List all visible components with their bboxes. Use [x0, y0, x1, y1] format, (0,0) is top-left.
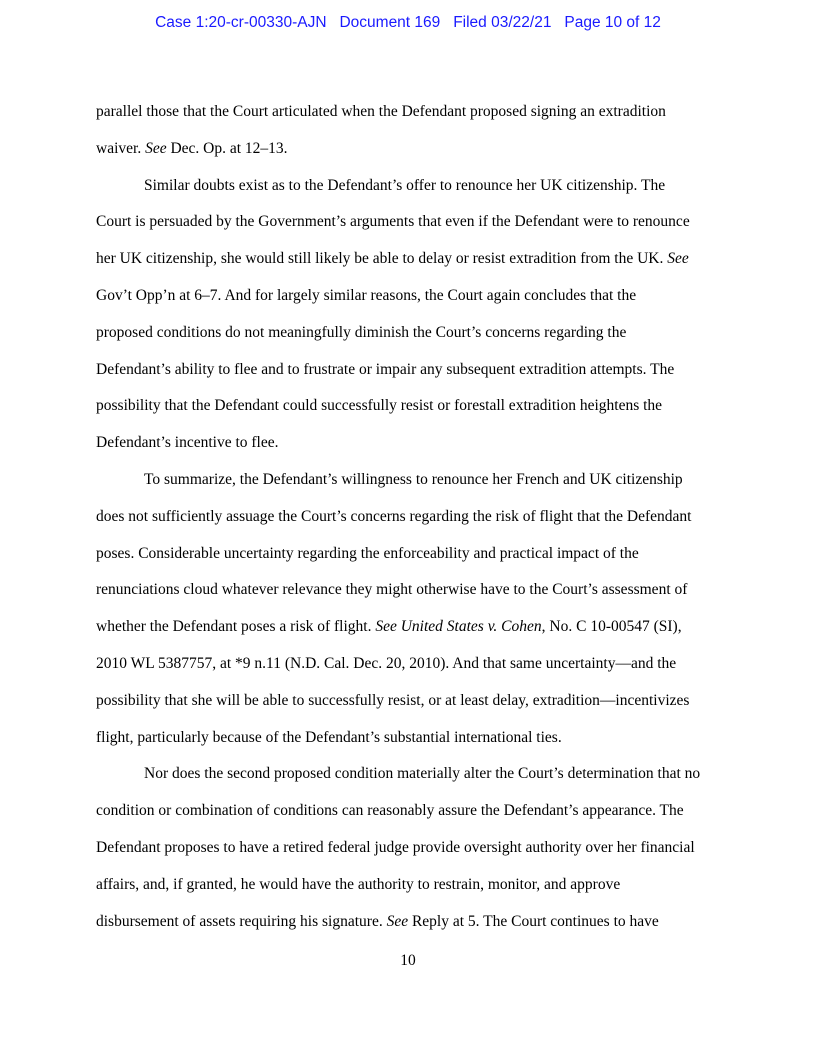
case-header: [0, 14, 816, 32]
body-line: [96, 572, 721, 609]
body-line: [96, 609, 721, 646]
paragraph-first-line: [96, 462, 721, 499]
text-run: disbursement of assets requiring his signature.: [96, 912, 387, 930]
text-run: Defendant proposes to have a retired federal judge provide oversight authority over her financial: [96, 838, 695, 856]
text-run: renunciations cloud whatever relevance they might otherwise have to the Court’s assessment of: [96, 581, 688, 599]
italic-citation: See: [386, 912, 409, 930]
text-run: Similar doubts exist as to the Defendant’s offer to renounce her UK citizenship. The: [144, 176, 666, 194]
italic-citation: See: [667, 250, 689, 268]
text-run: Court is persuaded by the Government’s arguments that even if the Defendant were to renounce: [96, 213, 690, 231]
text-run: does not sufficiently assuage the Court’s concerns regarding the risk of flight that the Defendant: [96, 507, 692, 525]
body-line: [96, 536, 721, 573]
body-line: [96, 867, 721, 904]
text-run: condition or combination of conditions can reasonably assure the Defendant’s appearance. The: [96, 802, 684, 820]
paragraph-first-line: [96, 168, 721, 205]
document-body: [96, 94, 721, 940]
body-line: [96, 315, 721, 352]
paragraph-first-line: [96, 756, 721, 793]
text-run: proposed conditions do not meaningfully diminish the Court’s concerns regarding the: [96, 323, 627, 341]
text-run: , No. C 10-00547 (SI),: [541, 618, 682, 636]
filed-date: Filed 03/22/21: [453, 14, 552, 31]
text-run: Gov’t Opp’n at 6–7. And for largely similar reasons, the Court again concludes that the: [96, 286, 637, 304]
text-run: Defendant’s incentive to flee.: [96, 434, 279, 452]
body-line: [96, 278, 721, 315]
body-line: [96, 241, 721, 278]
text-run: waiver.: [96, 139, 146, 157]
body-line: [96, 830, 721, 867]
body-line: [96, 94, 721, 131]
page-indicator: Page 10 of 12: [564, 14, 661, 31]
body-line: [96, 683, 721, 720]
text-run: flight, particularly because of the Defendant’s substantial international ties.: [96, 728, 562, 746]
italic-citation: See United States v. Cohen: [375, 618, 542, 636]
text-run: To summarize, the Defendant’s willingness to renounce her French and UK citizenship: [144, 470, 683, 488]
text-run: Dec. Op. at 12–13.: [166, 139, 288, 157]
text-run: Nor does the second proposed condition materially alter the Court’s determination that no: [144, 765, 701, 783]
case-number: Case 1:20-cr-00330-AJN: [155, 14, 327, 31]
text-run: parallel those that the Court articulated when the Defendant proposed signing an extradition: [96, 103, 666, 120]
body-line: [96, 499, 721, 536]
body-line: [96, 388, 721, 425]
body-line: [96, 131, 721, 168]
text-run: possibility that she will be able to successfully resist, or at least delay, extradition—incentivizes: [96, 691, 690, 709]
body-line: [96, 204, 721, 241]
page-number: 10: [400, 952, 416, 969]
body-line: [96, 904, 721, 941]
italic-citation: See: [145, 139, 167, 157]
text-run: affairs, and, if granted, he would have the authority to restrain, monitor, and approve: [96, 875, 621, 893]
body-line: [96, 425, 721, 462]
text-run: possibility that the Defendant could successfully resist or forestall extradition heightens the: [96, 397, 663, 415]
text-run: her UK citizenship, she would still likely be able to delay or resist extradition from the UK.: [96, 250, 668, 268]
text-run: 2010 WL 5387757, at *9 n.11 (N.D. Cal. Dec. 20, 2010). And that same uncertainty—and the: [96, 654, 677, 672]
text-run: Reply at 5. The Court continues to have: [408, 912, 659, 930]
text-run: poses. Considerable uncertainty regarding the enforceability and practical impact of the: [96, 544, 639, 562]
body-line: [96, 720, 721, 757]
text-run: Defendant’s ability to flee and to frustrate or impair any subsequent extradition attempts. The: [96, 360, 675, 378]
document-number: Document 169: [339, 14, 441, 31]
body-line: [96, 793, 721, 830]
body-line: [96, 646, 721, 683]
body-line: [96, 352, 721, 389]
text-run: whether the Defendant poses a risk of flight.: [96, 618, 376, 636]
